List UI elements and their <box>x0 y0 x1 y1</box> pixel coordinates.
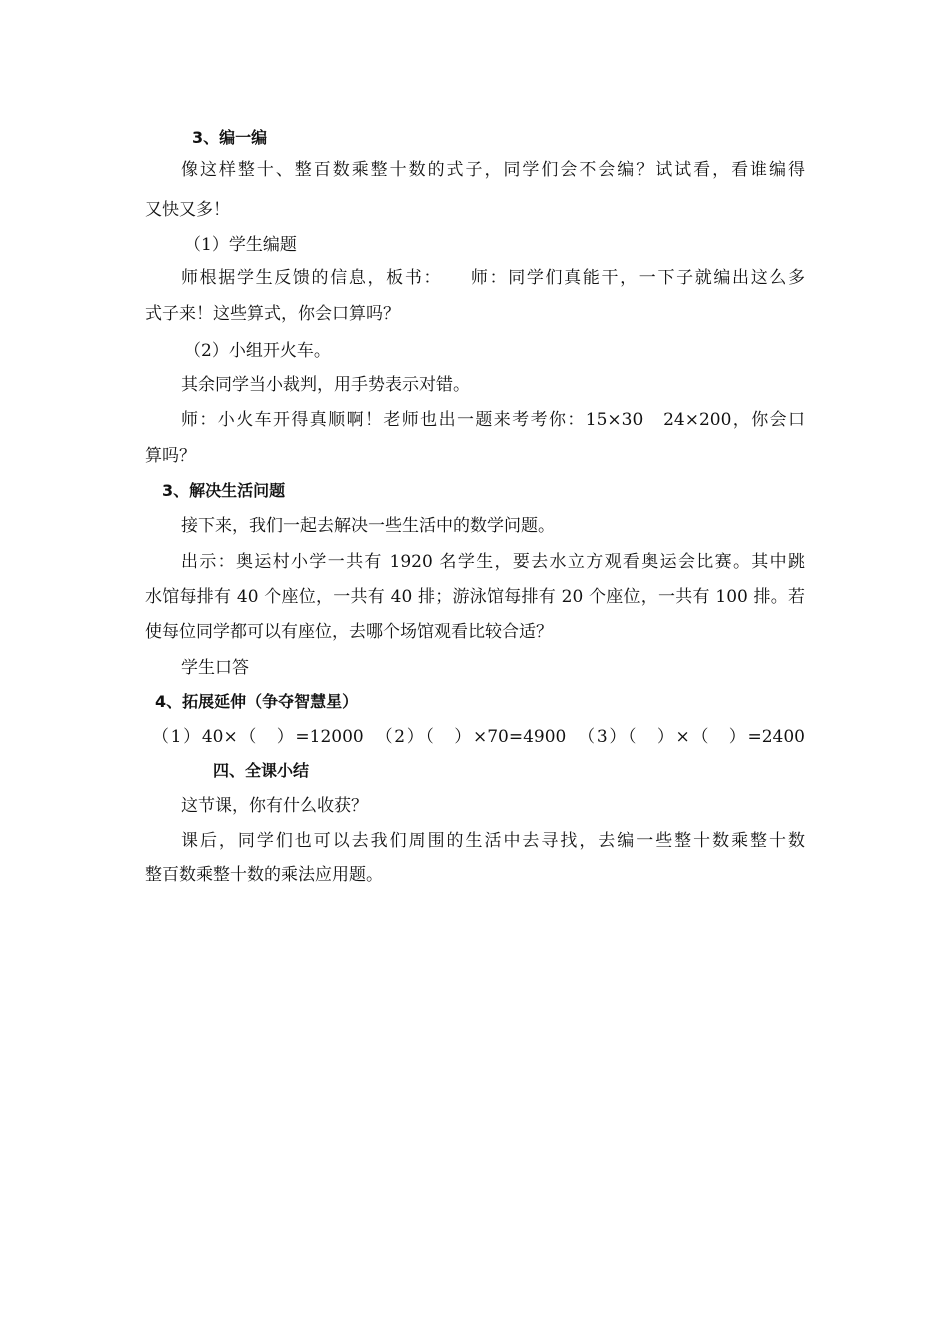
paragraph-line: 又快又多！ <box>145 200 230 220</box>
paragraph-line: 使每位同学都可以有座位，去哪个场馆观看比较合适？ <box>145 622 553 642</box>
section-heading-extend: 4、拓展延伸（争夺智慧星） <box>155 692 359 711</box>
exercise-line: （1）40×（ ）=12000 （2）（ ）×70=4900 （3）（ ）×（ ）=2400 <box>152 727 805 747</box>
section-heading-summary: 四、全课小结 <box>213 761 310 780</box>
paragraph-line: 课后，同学们也可以去我们周围的生活中去寻找，去编一些整十数乘整十数 <box>181 831 805 851</box>
paragraph-line: 这节课，你有什么收获？ <box>181 796 368 816</box>
paragraph-line: 像这样整十、整百数乘整十数的式子，同学们会不会编？试试看，看谁编得 <box>181 160 805 180</box>
section-heading-life: 3、解决生活问题 <box>162 481 286 500</box>
paragraph-line: 其余同学当小裁判，用手势表示对错。 <box>181 375 470 395</box>
paragraph-line: 师根据学生反馈的信息，板书： 师：同学们真能干，一下子就编出这么多 <box>181 268 805 288</box>
paragraph-line: 接下来，我们一起去解决一些生活中的数学问题。 <box>181 516 555 536</box>
paragraph-line: 算吗？ <box>145 446 196 466</box>
list-item: （1）学生编题 <box>184 235 297 255</box>
paragraph-line: 出示：奥运村小学一共有 1920 名学生，要去水立方观看奥运会比赛。其中跳 <box>181 552 805 572</box>
paragraph-line: 师：小火车开得真顺啊！老师也出一题来考考你：15×30 24×200，你会口 <box>181 410 805 430</box>
paragraph-line: 学生口答 <box>181 658 249 678</box>
paragraph-line: 式子来！这些算式，你会口算吗？ <box>145 304 400 324</box>
paragraph-line: 整百数乘整十数的乘法应用题。 <box>145 865 383 885</box>
section-heading-edit: 3、编一编 <box>192 128 268 147</box>
list-item: （2）小组开火车。 <box>184 341 331 361</box>
paragraph-line: 水馆每排有 40 个座位，一共有 40 排；游泳馆每排有 20 个座位，一共有 100 排。若 <box>145 587 805 607</box>
